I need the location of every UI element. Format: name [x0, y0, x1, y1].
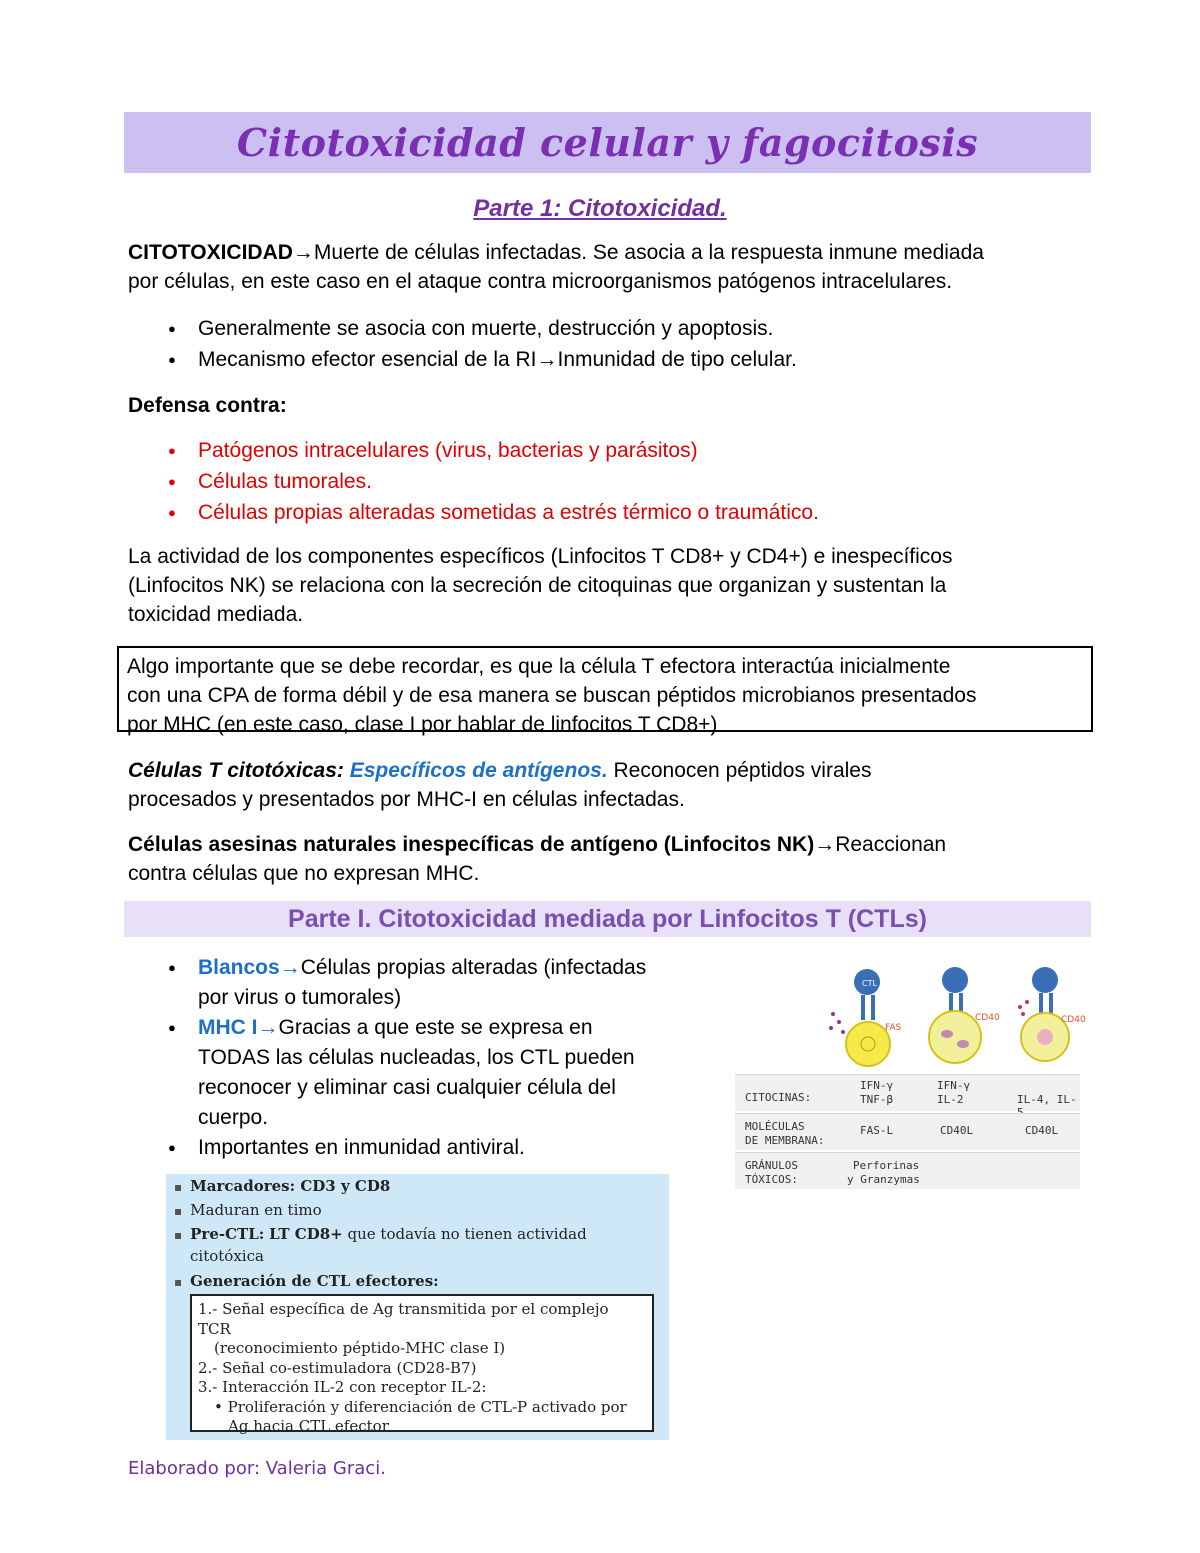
activity-line2: (Linfocitos NK) se relaciona con la secreción de citoquinas que organizan y sustentan la	[128, 574, 947, 597]
arrow-icon: →	[279, 956, 301, 979]
page-title: Citotoxicidad celular y fagocitosis	[236, 120, 979, 165]
note-line2: con una CPA de forma débil y de esa manera se buscan péptidos microbianos presentados	[127, 684, 977, 707]
mhc-text-2: TODAS las células nucleadas, los CTL pueden	[198, 1046, 635, 1069]
table-cell: FAS-L	[860, 1124, 894, 1137]
activity-line1: La actividad de los componentes específicos (Linfocitos T CD8+ y CD4+) e inespecíficos	[128, 545, 953, 568]
ctl-specific: Específicos de antígenos.	[349, 759, 608, 782]
table-cell: TÓXICOS:	[745, 1173, 798, 1186]
panel-prectl-label: Pre-CTL:	[190, 1225, 265, 1243]
table-row	[735, 1074, 1080, 1111]
table-cell: y Granzymas	[847, 1173, 920, 1186]
table-cell: CD40L	[1025, 1124, 1059, 1137]
list-item: ● Importantes en inmunidad antiviral.	[168, 1133, 646, 1163]
cd40-label-a: CD40	[975, 1013, 1000, 1023]
panel-prectl-text: que todavía no tienen actividad	[347, 1225, 587, 1243]
note-line1: Algo importante que se debe recordar, es que la célula T efectora interactúa inicialmente	[127, 655, 951, 678]
defense-label: Defensa contra:	[128, 394, 287, 417]
panel-line: ▪ Pre-CTL: LT CD8+ que todavía no tienen actividad	[174, 1225, 587, 1243]
list-item: ● Mecanismo efector esencial de la RI→Inmunidad de tipo celular.	[168, 344, 797, 375]
arrow-icon: →	[292, 241, 314, 264]
list-item	[168, 1013, 646, 1133]
panel-mature: Maduran en timo	[190, 1201, 322, 1219]
list-item: ● Generalmente se asocia con muerte, destrucción y apoptosis.	[168, 313, 797, 344]
table-cell: CD40L	[940, 1124, 974, 1137]
ctl-line1	[128, 756, 872, 785]
table-cell: GRÁNULOS	[745, 1159, 798, 1172]
panel-line: ▪ Generación de CTL efectores:	[174, 1272, 439, 1290]
intro-text-1: Muerte de células infectadas. Se asocia a la respuesta inmune mediada	[313, 241, 984, 264]
ctl-line2: procesados y presentados por MHC-I en células infectadas.	[128, 788, 685, 811]
signal-3-text: Proliferación y diferenciación de CTL-P activado por	[227, 1397, 627, 1416]
panel-generation: Generación de CTL efectores:	[190, 1272, 439, 1290]
table-cell: CITOCINAS:	[745, 1091, 812, 1104]
target-cell-icon	[846, 1022, 890, 1066]
section-heading-part1b: Parte I. Citotoxicidad mediada por Linfocitos T (CTLs)	[124, 901, 1091, 937]
section-heading-part1: Parte 1: Citotoxicidad.	[473, 195, 727, 222]
bullet-list-defense	[168, 435, 819, 528]
ctl-label: CTL	[862, 979, 877, 988]
activity-line3: toxicidad mediada.	[128, 603, 304, 626]
signal-3-bullet: • Proliferación y diferenciación de CTL-P activado por	[214, 1397, 627, 1416]
table-cell: DE MEMBRANA:	[745, 1134, 825, 1147]
panel-line: ▪ Maduran en timo	[174, 1201, 322, 1219]
list-item: ● Células tumorales.	[168, 466, 819, 497]
panel-prectl-cd8: LT CD8+	[269, 1225, 343, 1243]
blancos-text-1: Células propias alteradas (infectadas	[300, 956, 647, 979]
panel-markers: Marcadores: CD3 y CD8	[190, 1177, 391, 1195]
signal-2: 2.- Señal co-estimuladora (CD28-B7)	[198, 1358, 477, 1377]
mhc-label: MHC I	[198, 1016, 258, 1039]
signal-3-text-2: Ag hacia CTL efector	[228, 1417, 389, 1435]
diagram-table	[735, 1074, 1080, 1186]
list-item: ● Células propias alteradas sometidas a estrés térmico o traumático.	[168, 497, 819, 528]
panel-line: ▪ Marcadores: CD3 y CD8	[174, 1177, 391, 1195]
table-cell: TNF-β	[860, 1093, 894, 1106]
bullet-list-general	[168, 313, 797, 375]
bullet-list-ctl	[168, 953, 646, 1163]
fas-label: FAS	[885, 1023, 902, 1033]
note-box	[117, 646, 1093, 736]
list-item	[168, 953, 646, 1013]
blancos-text-2: por virus o tumorales)	[198, 986, 402, 1009]
nk-line2: contra células que no expresan MHC.	[128, 862, 480, 885]
table-cell: IL-4, IL-	[1017, 1093, 1077, 1106]
intro-term: CITOTOXICIDAD	[128, 241, 293, 264]
list-item: ● Patógenos intracelulares (virus, bacterias y parásitos)	[168, 435, 819, 466]
nk-line1	[128, 830, 946, 859]
ctl-markers-panel	[166, 1174, 669, 1440]
mhc-text-3: reconocer y eliminar casi cualquier célula del	[198, 1076, 616, 1099]
ctl-label: Células T citotóxicas:	[128, 759, 344, 782]
signal-3: 3.- Interacción IL-2 con receptor IL-2:	[198, 1378, 487, 1396]
cell-illustration	[735, 962, 1086, 1074]
b-cell-icon	[929, 1011, 981, 1063]
table-cell: IL-2	[937, 1093, 964, 1106]
intro-paragraph-line1	[128, 238, 984, 267]
cd40-label-b: CD40	[1061, 1015, 1086, 1025]
signal-1-detail: (reconocimiento péptido-MHC clase I)	[214, 1339, 506, 1357]
nk-label: Células asesinas naturales inespecíficas de antígeno (Linfocitos NK)	[128, 833, 815, 856]
panel-prectl-line2: citotóxica	[190, 1247, 264, 1265]
table-cell: IFN-γ	[860, 1079, 894, 1092]
table-row	[735, 1152, 1080, 1189]
mhc-text-4: cuerpo.	[198, 1106, 269, 1129]
arrow-icon: →	[257, 1016, 279, 1039]
table-cell: Perforinas	[853, 1159, 920, 1172]
table-row	[735, 1113, 1080, 1150]
signal-1: 1.- Señal específica de Ag transmitida por el complejo TCR	[198, 1300, 609, 1338]
title-banner	[124, 112, 1091, 173]
ctl-text: Reconocen péptidos virales	[613, 759, 872, 782]
ctl-diagram	[735, 962, 1086, 1186]
table-cell: IFN-γ	[937, 1079, 971, 1092]
nk-text: →Reaccionan	[814, 833, 947, 856]
footer-author: Elaborado por: Valeria Graci.	[128, 1458, 386, 1479]
table-cell: MOLÉCULAS	[745, 1120, 805, 1133]
signals-box	[190, 1294, 654, 1435]
mhc-text-1: Gracias a que este se expresa en	[278, 1016, 593, 1039]
intro-paragraph-line2: por células, en este caso en el ataque contra microorganismos patógenos intracelulares.	[128, 270, 953, 293]
note-line3: por MHC (en este caso, clase I por hablar de linfocitos T CD8+)	[127, 713, 718, 736]
blancos-label: Blancos	[198, 956, 280, 979]
